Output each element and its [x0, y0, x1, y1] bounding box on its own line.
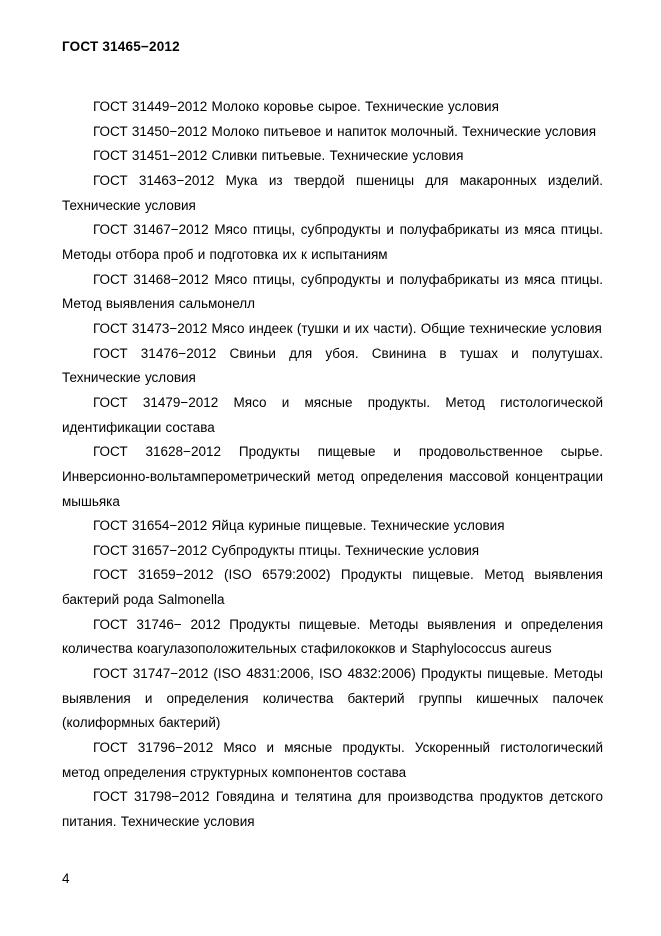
reference-paragraph: ГОСТ 31449−2012 Молоко коровье сырое. Технические условия — [93, 99, 499, 114]
reference-paragraph: ГОСТ 31473−2012 Мясо индеек (тушки и их части). Общие технические условия — [93, 320, 602, 336]
reference-paragraph: ГОСТ 31657−2012 Субпродукты птицы. Технические условия — [93, 542, 480, 558]
reference-paragraph: ГОСТ 31450−2012 Молоко питьевое и напиток молочный. Технические условия — [93, 123, 597, 139]
reference-paragraph: ГОСТ 31467−2012 Мясо птицы, субпродукты и полуфабрикаты из мяса птицы. Методы отбора проб и подготовка их к испытаниям — [62, 222, 603, 262]
reference-paragraph: ГОСТ 31746− 2012 Продукты пищевые. Методы выявления и определения количества коагулазоположительных стафилококков и Staphylococcus aureus — [62, 616, 603, 657]
reference-paragraph: ГОСТ 31479−2012 Мясо и мясные продукты. Метод гистологической идентификации состава — [62, 394, 603, 435]
reference-paragraph: ГОСТ 31747−2012 (ISO 4831:2006, ISO 4832:2006) Продукты пищевые. Методы выявления и определения количества бактерий группы кишечных палочек (колиформных бактерий) — [62, 666, 603, 731]
page-number: 4 — [62, 871, 70, 886]
reference-paragraph: ГОСТ 31659−2012 (ISO 6579:2002) Продукты пищевые. Метод выявления бактерий рода Salmonella — [62, 567, 603, 608]
document-header-title: ГОСТ 31465−2012 — [62, 39, 180, 54]
reference-paragraph: ГОСТ 31796−2012 Мясо и мясные продукты. Ускоренный гистологический метод определения структурных компонентов состава — [62, 740, 603, 780]
reference-paragraph: ГОСТ 31463−2012 Мука из твердой пшеницы для макаронных изделий. Технические условия — [62, 172, 603, 213]
reference-paragraph: ГОСТ 31628−2012 Продукты пищевые и продовольственное сырье. Инверсионно-вольтамперометрический метод определения массовой концентрации мышьяка — [62, 444, 603, 509]
reference-paragraph: ГОСТ 31468−2012 Мясо птицы, субпродукты и полуфабрикаты из мяса птицы. Метод выявления сальмонелл — [62, 271, 603, 312]
reference-paragraph: ГОСТ 31451−2012 Сливки питьевые. Технические условия — [93, 148, 464, 164]
reference-paragraph: ГОСТ 31476−2012 Свиньи для убоя. Свинина в тушах и полутушах. Технические условия — [62, 345, 603, 386]
reference-paragraph: ГОСТ 31654−2012 Яйца куриные пищевые. Технические условия — [93, 518, 505, 534]
references-list — [62, 95, 603, 835]
reference-paragraph: ГОСТ 31798−2012 Говядина и телятина для производства продуктов детского питания. Технические условия — [62, 789, 603, 830]
